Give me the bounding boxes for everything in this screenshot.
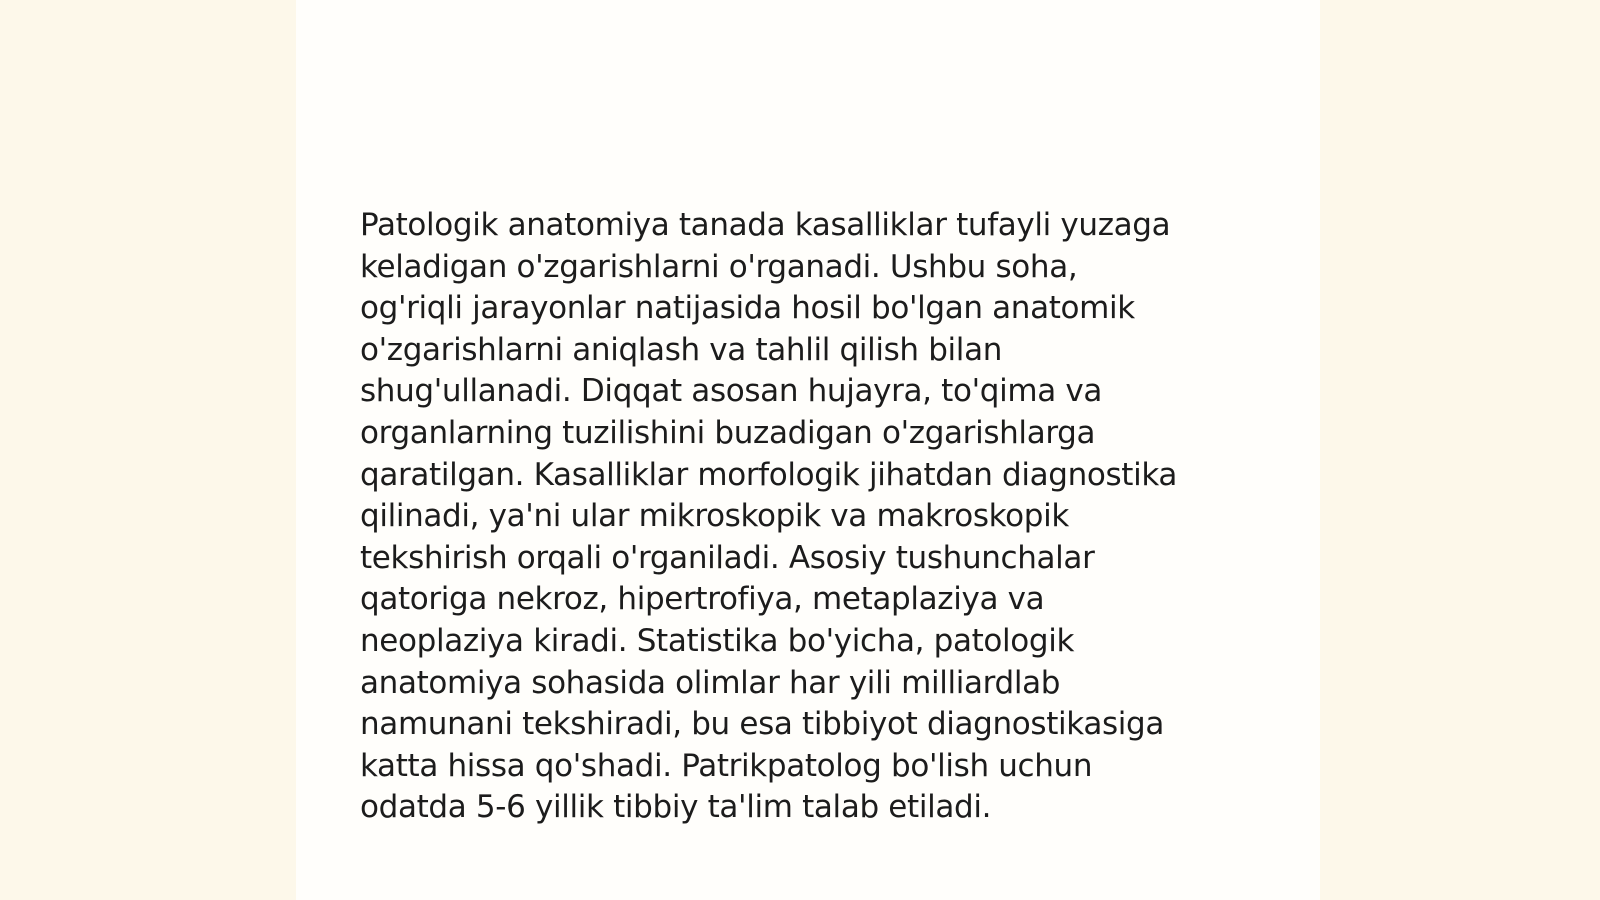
document-page — [296, 0, 1320, 900]
body-paragraph: Patologik anatomiya tanada kasalliklar tufayli yuzaga keladigan o'zgarishlarni o'rganadi. Ushbu soha, og'riqli jarayonlar natijasida hosil bo'lgan anatomik o'zgarishlarni aniqlash va tahlil qilish bilan shug'ullanadi. Diqqat asosan hujayra, to'qima va organlarning tuzilishini buzadigan o'zgarishlarga qaratilgan. Kasalliklar morfologik jihatdan diagnostika qilinadi, ya'ni ular mikroskopik va makroskopik tekshirish orqali o'rganiladi. Asosiy tushunchalar qatoriga nekroz, hipertrofiya, metaplaziya va neoplaziya kiradi. Statistika bo'yicha, patologik anatomiya sohasida olimlar har yili milliardlab namunani tekshiradi, bu esa tibbiyot diagnostikasiga katta hissa qo'shadi. Patrikpatolog bo'lish uchun odatda 5-6 yillik tibbiy ta'lim talab etiladi. — [360, 207, 1178, 826]
